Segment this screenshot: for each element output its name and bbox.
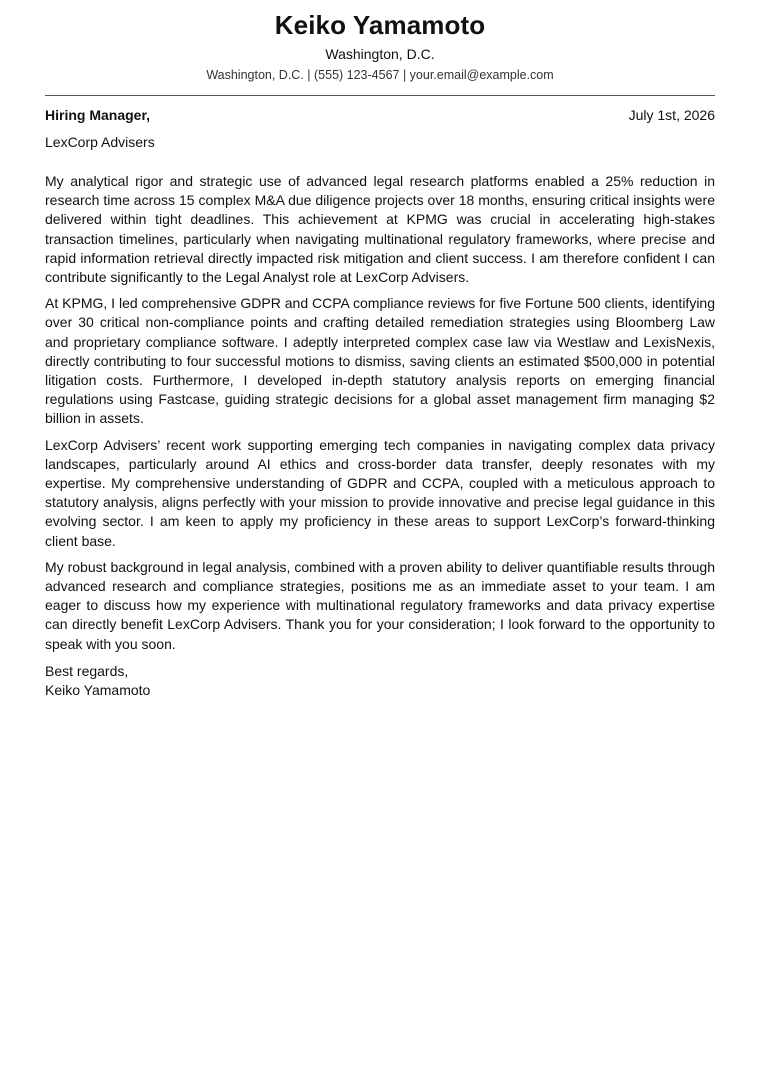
signature-name: Keiko Yamamoto (45, 682, 151, 699)
letter-closing (45, 662, 715, 700)
header-divider (45, 95, 715, 96)
body-paragraph: At KPMG, I led comprehensive GDPR and CCPA compliance reviews for five Fortune 500 clients, identifying over 30 critical non-compliance points and crafting detailed remediation strategies using Bloomberg Law and proprietary compliance software. I adeptly interpreted complex case law via Westlaw and LexisNexis, directly contributing to four successful motions to dismiss, saving clients an estimated $500,000 in potential litigation costs. Furthermore, I developed in-depth statutory analysis reports on emerging financial regulations using Fastcase, guiding strategic decisions for a global asset management firm managing $2 billion in assets. (45, 295, 715, 427)
recipient-company: LexCorp Advisers (45, 134, 155, 150)
recipient-salutation: Hiring Manager, (45, 107, 151, 123)
letter-body (45, 172, 715, 654)
applicant-name: Keiko Yamamoto (274, 10, 486, 40)
body-paragraph: My analytical rigor and strategic use of advanced legal research platforms enabled a 25% reduction in research time across 15 complex M&A due diligence projects over 18 months, ensuring critical insights were delivered within tight deadlines. This achievement at KPMG was crucial in accelerating high-stakes transaction timelines, particularly when navigating multinational regulatory frameworks, where precise and rapid information retrieval directly impacted risk mitigation and client success. I am therefore confident I can contribute significantly to the Legal Analyst role at LexCorp Advisers. (45, 173, 715, 286)
body-paragraph: My robust background in legal analysis, combined with a proven ability to deliver quantifiable results through advanced research and compliance strategies, positions me as an immediate asset to your team. I am eager to discuss how my experience with multinational regulatory frameworks and data privacy expertise can directly benefit LexCorp Advisers. Thank you for your consideration; I look forward to the opportunity to speak with you soon. (45, 558, 715, 652)
letter-date: July 1st, 2026 (628, 107, 715, 123)
letter-header (45, 0, 715, 83)
applicant-contact-line: Washington, D.C. | (555) 123-4567 | your.email@example.com (206, 68, 554, 82)
closing-phrase: Best regards, (45, 662, 129, 679)
recipient-date-row (45, 106, 715, 124)
applicant-location: Washington, D.C. (325, 46, 435, 62)
body-paragraph: LexCorp Advisers’ recent work supporting emerging tech companies in navigating complex data privacy landscapes, particularly around AI ethics and cross-border data transfer, deeply resonates with my expertise. My comprehensive understanding of GDPR and CCPA, coupled with a meticulous approach to statutory analysis, aligns perfectly with your mission to provide innovative and precise legal guidance in this evolving sector. I am keen to apply my proficiency in these areas to support LexCorp’s forward-thinking client base. (45, 436, 715, 549)
